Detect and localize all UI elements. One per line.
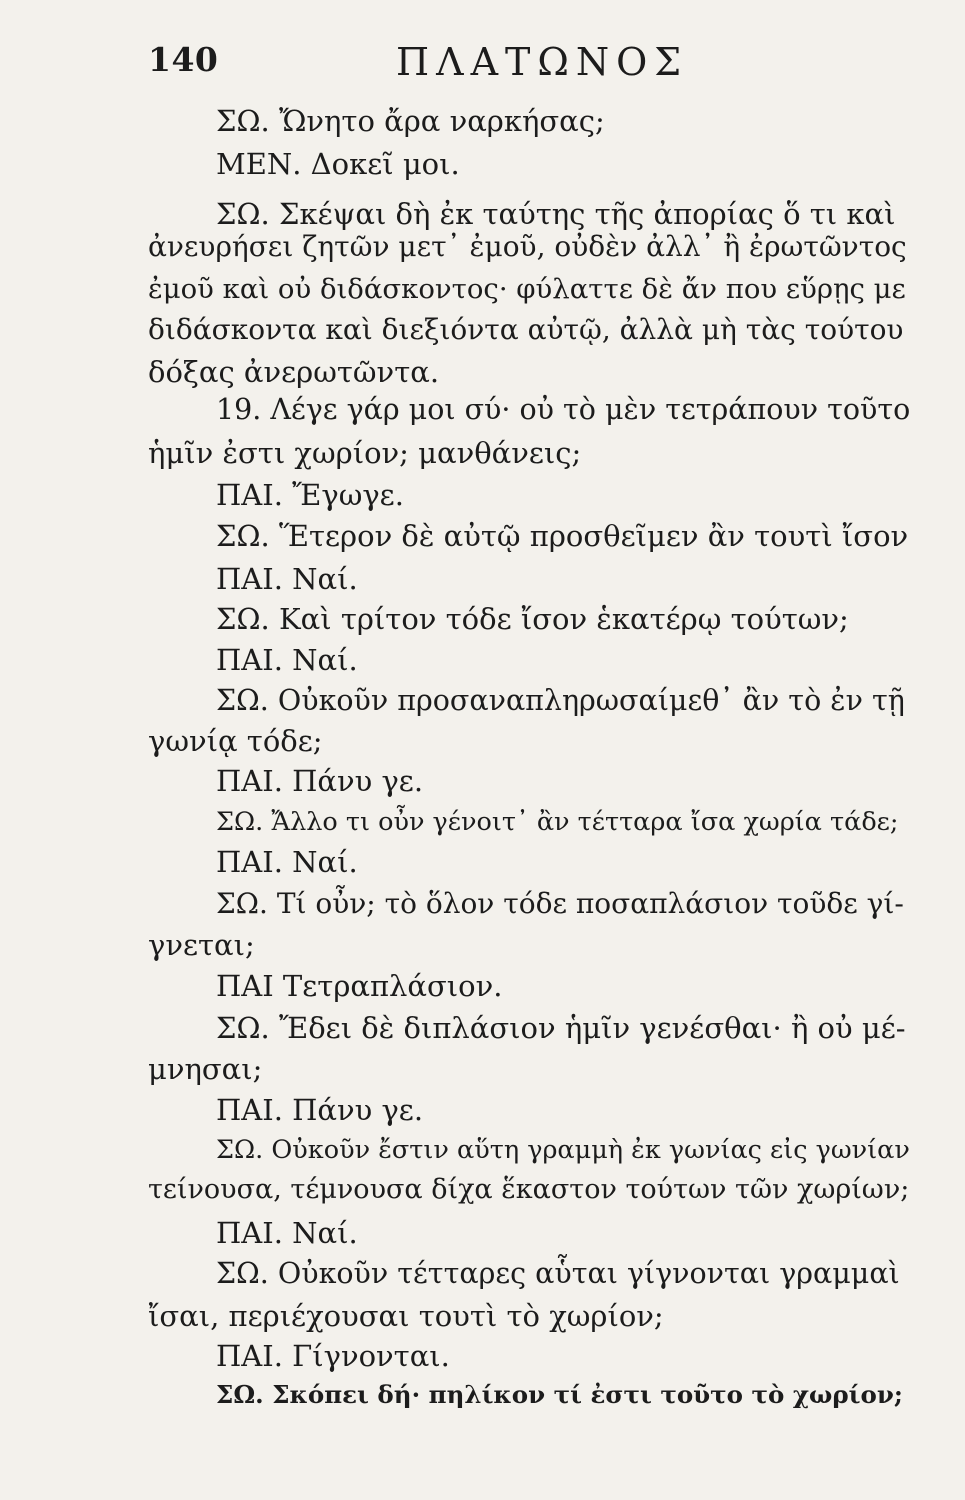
text-line: ΣΩ. Σκέψαι δὴ ἐκ ταύτης τῆς ἀπορίας ὅ τι καὶ [216, 197, 896, 231]
text-line: ΣΩ. Ἕτερον δὲ αὐτῷ προσθεῖμεν ἂν τουτὶ ἴσον [216, 519, 909, 553]
text-line: ΠΑΙ. Ναί. [216, 562, 358, 596]
text-line: διδάσκοντα καὶ διεξιόντα αὐτῷ, ἀλλὰ μὴ τὰς τούτου [148, 313, 904, 346]
page-number: 140 [148, 40, 219, 79]
text-line: ἡμῖν ἐστι χωρίον; μανθάνεις; [148, 436, 582, 470]
text-line: ἀνευρήσει ζητῶν μετ᾽ ἐμοῦ, οὐδὲν ἀλλ᾽ ἢ ἐρωτῶντος [148, 230, 907, 263]
text-line: ἴσαι, περιέχουσαι τουτὶ τὸ χωρίον; [148, 1299, 664, 1333]
page-header [148, 40, 908, 90]
text-line: ΠΑΙ. Ναί. [216, 643, 358, 677]
text-line: ΣΩ. Ἄλλο τι οὖν γένοιτ᾽ ἂν τέτταρα ἴσα χωρία τάδε; [216, 807, 899, 837]
text-line: ΠΑΙ. Ναί. [216, 845, 358, 879]
text-line: ΠΑΙ Τετραπλάσιον. [216, 969, 503, 1003]
text-line: ΣΩ. Τί οὖν; τὸ ὅλον τόδε ποσαπλάσιον τοῦδε γί- [216, 887, 904, 920]
text-line: ΣΩ. Οὐκοῦν τέτταρες αὗται γίγνονται γραμμαὶ [216, 1257, 900, 1290]
text-line: δόξας ἀνερωτῶντα. [148, 355, 440, 389]
text-line: ΠΑΙ. Γίγνονται. [216, 1339, 450, 1373]
text-line: ἐμοῦ καὶ οὐ διδάσκοντος· φύλαττε δὲ ἄν που εὕρῃς με [148, 273, 906, 305]
text-line: γνεται; [148, 928, 255, 962]
text-line: ΣΩ. Ὤνητο ἄρα ναρκήσας; [216, 104, 605, 138]
text-line: τείνουσα, τέμνουσα δίχα ἕκαστον τούτων τῶν χωρίων; [148, 1174, 910, 1205]
text-line: ΣΩ. Καὶ τρίτον τόδε ἴσον ἑκατέρῳ τούτων; [216, 602, 849, 636]
text-line: ΠΑΙ. Ἔγωγε. [216, 478, 404, 512]
text-line: ΜΕΝ. Δοκεῖ μοι. [216, 147, 460, 181]
text-line: ΠΑΙ. Ναί. [216, 1216, 358, 1250]
text-line: ΣΩ. Οὐκοῦν προσαναπληρωσαίμεθ᾽ ἂν τὸ ἐν τῇ [216, 684, 905, 717]
text-line: γωνίᾳ τόδε; [148, 724, 323, 758]
text-line: ΣΩ. Σκόπει δή· πηλίκον τί ἐστι τοῦτο τὸ χωρίον; [216, 1380, 903, 1409]
text-line: ΣΩ. Οὐκοῦν ἔστιν αὕτη γραμμὴ ἐκ γωνίας εἰς γωνίαν [216, 1135, 910, 1165]
text-line: ΠΑΙ. Πάνυ γε. [216, 764, 424, 798]
text-line: μνησαι; [148, 1052, 263, 1086]
text-line: ΣΩ. Ἔδει δὲ διπλάσιον ἡμῖν γενέσθαι· ἢ οὐ μέ- [216, 1011, 906, 1045]
text-line: 19. Λέγε γάρ μοι σύ· οὐ τὸ μὲν τετράπουν τοῦτο [216, 393, 911, 426]
text-line: ΠΑΙ. Πάνυ γε. [216, 1093, 424, 1127]
running-title: ΠΛΑΤΩΝΟΣ [396, 40, 689, 84]
